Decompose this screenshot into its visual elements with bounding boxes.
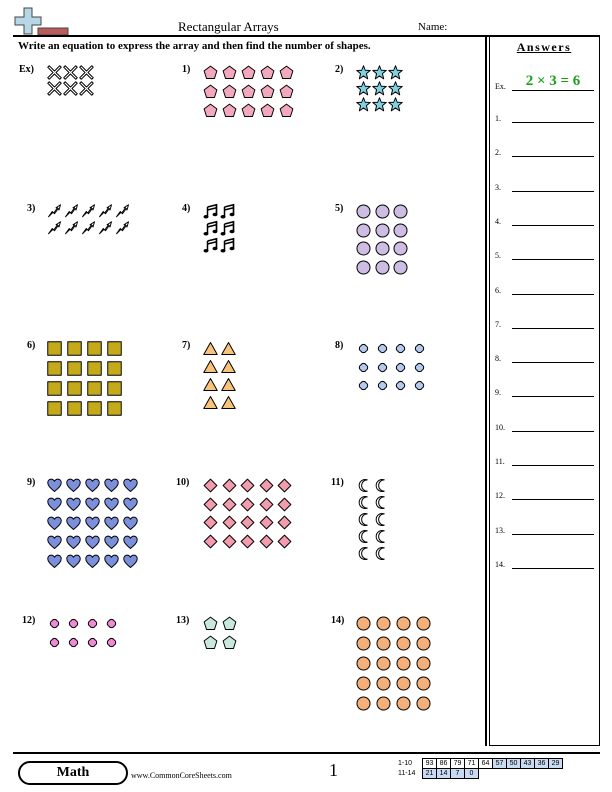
worksheet-logo-icon — [12, 4, 72, 38]
problem-label: 8) — [335, 340, 344, 351]
square-icon — [87, 401, 102, 421]
answer-line-8[interactable] — [512, 362, 594, 363]
pentagon-icon — [260, 65, 275, 85]
heart-icon — [123, 535, 138, 555]
circle-icon — [393, 260, 408, 280]
square-icon — [107, 361, 122, 381]
circle-icon — [393, 241, 408, 261]
score-cell: 36 — [535, 759, 549, 769]
cross-icon — [85, 635, 100, 655]
diamond-icon — [203, 497, 218, 517]
x-cross-icon — [47, 81, 62, 101]
cross-icon — [356, 378, 371, 398]
answer-line-1[interactable] — [512, 122, 594, 123]
diamond-icon — [240, 478, 255, 498]
answer-line-12[interactable] — [512, 499, 594, 500]
answer-line-6[interactable] — [512, 294, 594, 295]
circle-icon — [375, 204, 390, 224]
name-label: Name: — [418, 21, 448, 33]
answer-label-example: Ex. — [495, 82, 506, 91]
problem-label: 2) — [335, 64, 344, 75]
triangle-icon — [221, 395, 236, 415]
answer-label-2: 2. — [495, 148, 501, 158]
problem-label: 13) — [176, 615, 190, 626]
cross-icon — [66, 635, 81, 655]
heart-icon — [85, 535, 100, 555]
triangle-icon — [203, 377, 218, 397]
diamond-icon — [203, 534, 218, 554]
score-cell: 71 — [465, 759, 479, 769]
column-divider — [485, 36, 487, 746]
heart-icon — [85, 497, 100, 517]
square-icon — [87, 381, 102, 401]
heart-icon — [123, 497, 138, 517]
pentagon-icon — [222, 616, 237, 636]
square-icon — [47, 381, 62, 401]
square-icon — [47, 341, 62, 361]
problem-label: 4) — [182, 203, 191, 214]
score-cell: 14 — [437, 769, 451, 779]
circle-icon — [376, 616, 391, 636]
cross-icon — [104, 616, 119, 636]
square-icon — [87, 341, 102, 361]
triangle-icon — [221, 341, 236, 361]
heart-icon — [123, 478, 138, 498]
circle-icon — [356, 204, 371, 224]
heart-icon — [85, 554, 100, 574]
heart-icon — [66, 497, 81, 517]
pentagon-icon — [279, 65, 294, 85]
square-icon — [107, 381, 122, 401]
heart-icon — [47, 516, 62, 536]
cross-icon — [375, 360, 390, 380]
square-icon — [107, 341, 122, 361]
answer-label-3: 3. — [495, 182, 501, 192]
circle-icon — [356, 636, 371, 656]
score-range: 1-10 — [398, 760, 413, 767]
music-note-icon — [203, 238, 218, 258]
circle-icon — [376, 636, 391, 656]
answer-label-7: 7. — [495, 319, 501, 329]
pentagon-icon — [222, 65, 237, 85]
score-cell: 7 — [451, 769, 465, 779]
lightning-icon — [98, 221, 113, 241]
circle-icon — [375, 260, 390, 280]
answer-label-6: 6. — [495, 285, 501, 295]
answer-line-5[interactable] — [512, 259, 594, 260]
page-number: 1 — [329, 760, 338, 780]
heart-icon — [104, 497, 119, 517]
answer-line-9[interactable] — [512, 396, 594, 397]
heart-icon — [85, 516, 100, 536]
diamond-icon — [277, 515, 292, 535]
page-title: Rectangular Arrays — [178, 19, 279, 34]
diamond-icon — [222, 497, 237, 517]
score-cell: 79 — [451, 759, 465, 769]
pentagon-icon — [203, 635, 218, 655]
heart-icon — [47, 554, 62, 574]
heart-icon — [66, 535, 81, 555]
square-icon — [67, 341, 82, 361]
star-icon — [372, 97, 387, 117]
answer-line-13[interactable] — [512, 534, 594, 535]
heart-icon — [47, 478, 62, 498]
circle-icon — [376, 676, 391, 696]
circle-icon — [375, 223, 390, 243]
diamond-icon — [277, 497, 292, 517]
pentagon-icon — [279, 103, 294, 123]
answer-label-5: 5. — [495, 251, 501, 261]
answer-label-12: 12. — [495, 491, 505, 501]
problem-label: 11) — [331, 477, 344, 488]
website-text: www.CommonCoreSheets.com — [131, 771, 232, 780]
pentagon-icon — [222, 84, 237, 104]
star-icon — [388, 97, 403, 117]
diamond-icon — [240, 515, 255, 535]
cross-icon — [47, 635, 62, 655]
diamond-icon — [277, 534, 292, 554]
score-cell: 43 — [521, 759, 535, 769]
circle-icon — [396, 636, 411, 656]
square-icon — [107, 401, 122, 421]
answer-label-13: 13. — [495, 525, 505, 535]
triangle-icon — [203, 395, 218, 415]
circle-icon — [416, 616, 431, 636]
circle-icon — [393, 223, 408, 243]
answer-line-3[interactable] — [512, 191, 594, 192]
diamond-icon — [203, 478, 218, 498]
square-icon — [87, 361, 102, 381]
problem-label: 14) — [331, 615, 345, 626]
problem-label: 5) — [335, 203, 344, 214]
diamond-icon — [240, 534, 255, 554]
instructions: Write an equation to express the array and then find the number of shapes. — [18, 40, 371, 52]
circle-icon — [376, 656, 391, 676]
score-row — [398, 759, 563, 769]
cross-icon — [412, 360, 427, 380]
circle-icon — [376, 696, 391, 716]
pentagon-icon — [241, 103, 256, 123]
answer-label-9: 9. — [495, 388, 501, 398]
cross-icon — [356, 360, 371, 380]
problem-label: 1) — [182, 64, 191, 75]
answer-line-4[interactable] — [512, 225, 594, 226]
x-cross-icon — [79, 81, 94, 101]
score-cell: 57 — [493, 759, 507, 769]
score-range: 11-14 — [398, 770, 416, 777]
score-cell: 29 — [549, 759, 563, 769]
cross-icon — [393, 378, 408, 398]
footer-rule — [13, 752, 600, 754]
answer-label-10: 10. — [495, 422, 505, 432]
problem-label: 7) — [182, 340, 191, 351]
problem-label: 9) — [27, 477, 36, 488]
circle-icon — [356, 616, 371, 636]
heart-icon — [66, 478, 81, 498]
circle-icon — [393, 204, 408, 224]
heart-icon — [66, 516, 81, 536]
pentagon-icon — [241, 84, 256, 104]
example-answer: 2 × 3 = 6 — [525, 73, 581, 89]
x-cross-icon — [63, 81, 78, 101]
diamond-icon — [277, 478, 292, 498]
diamond-icon — [222, 534, 237, 554]
heart-icon — [104, 516, 119, 536]
heart-icon — [47, 535, 62, 555]
score-cell: 0 — [465, 769, 479, 779]
answer-line-10[interactable] — [512, 431, 594, 432]
lightning-icon — [81, 221, 96, 241]
cross-icon — [356, 341, 371, 361]
answer-line-2[interactable] — [512, 156, 594, 157]
lightning-icon — [47, 221, 62, 241]
diamond-icon — [203, 515, 218, 535]
pentagon-icon — [222, 103, 237, 123]
cross-icon — [85, 616, 100, 636]
heart-icon — [66, 554, 81, 574]
circle-icon — [416, 696, 431, 716]
square-icon — [47, 361, 62, 381]
cross-icon — [412, 378, 427, 398]
square-icon — [47, 401, 62, 421]
answer-box-border — [599, 36, 600, 746]
circle-icon — [396, 696, 411, 716]
answer-line-11[interactable] — [512, 465, 594, 466]
circle-icon — [375, 241, 390, 261]
score-row — [398, 769, 563, 779]
square-icon — [67, 401, 82, 421]
cross-icon — [412, 341, 427, 361]
score-cell: 64 — [479, 759, 493, 769]
pentagon-icon — [241, 65, 256, 85]
score-cell: 93 — [423, 759, 437, 769]
header-rule — [13, 35, 600, 37]
circle-icon — [356, 656, 371, 676]
diamond-icon — [222, 515, 237, 535]
cross-icon — [104, 635, 119, 655]
moon-icon — [356, 546, 371, 566]
answer-line-7[interactable] — [512, 328, 594, 329]
heart-icon — [104, 554, 119, 574]
pentagon-icon — [203, 616, 218, 636]
diamond-icon — [240, 497, 255, 517]
problem-label: Ex) — [19, 64, 34, 75]
square-icon — [67, 381, 82, 401]
answer-label-14: 14. — [495, 559, 505, 569]
answer-label-8: 8. — [495, 354, 501, 364]
pentagon-icon — [260, 103, 275, 123]
cross-icon — [375, 341, 390, 361]
triangle-icon — [203, 359, 218, 379]
answer-label-11: 11. — [495, 457, 505, 466]
diamond-icon — [259, 478, 274, 498]
circle-icon — [416, 636, 431, 656]
answer-line-14[interactable] — [512, 568, 594, 569]
score-cell: 50 — [507, 759, 521, 769]
diamond-icon — [259, 515, 274, 535]
score-cell: 86 — [437, 759, 451, 769]
heart-icon — [123, 554, 138, 574]
heart-icon — [123, 516, 138, 536]
heart-icon — [85, 478, 100, 498]
triangle-icon — [203, 341, 218, 361]
pentagon-icon — [222, 635, 237, 655]
heart-icon — [47, 497, 62, 517]
problem-label: 12) — [22, 615, 36, 626]
circle-icon — [416, 656, 431, 676]
answer-label-4: 4. — [495, 216, 501, 226]
answers-heading: Answers — [516, 40, 572, 54]
heart-icon — [104, 535, 119, 555]
pentagon-icon — [203, 84, 218, 104]
answer-line-example — [512, 90, 594, 91]
cross-icon — [375, 378, 390, 398]
subject-badge: Math — [18, 761, 128, 785]
lightning-icon — [115, 221, 130, 241]
diamond-icon — [222, 478, 237, 498]
triangle-icon — [221, 359, 236, 379]
triangle-icon — [221, 377, 236, 397]
diamond-icon — [259, 534, 274, 554]
square-icon — [67, 361, 82, 381]
pentagon-icon — [203, 65, 218, 85]
circle-icon — [356, 696, 371, 716]
cross-icon — [66, 616, 81, 636]
circle-icon — [396, 676, 411, 696]
problem-label: 6) — [27, 340, 36, 351]
diamond-icon — [259, 497, 274, 517]
circle-icon — [356, 260, 371, 280]
music-note-icon — [220, 238, 235, 258]
circle-icon — [416, 676, 431, 696]
heart-icon — [104, 478, 119, 498]
cross-icon — [393, 341, 408, 361]
moon-icon — [373, 546, 388, 566]
circle-icon — [396, 616, 411, 636]
circle-icon — [396, 656, 411, 676]
cross-icon — [47, 616, 62, 636]
pentagon-icon — [203, 103, 218, 123]
circle-icon — [356, 223, 371, 243]
cross-icon — [393, 360, 408, 380]
problem-label: 10) — [176, 477, 190, 488]
answer-label-1: 1. — [495, 114, 501, 123]
score-table — [398, 758, 563, 779]
lightning-icon — [64, 221, 79, 241]
circle-icon — [356, 676, 371, 696]
circle-icon — [356, 241, 371, 261]
score-cell: 21 — [423, 769, 437, 779]
problem-label: 3) — [27, 203, 36, 214]
star-icon — [356, 97, 371, 117]
pentagon-icon — [260, 84, 275, 104]
answer-box-border — [489, 745, 600, 746]
answer-box-border — [489, 36, 490, 746]
pentagon-icon — [279, 84, 294, 104]
